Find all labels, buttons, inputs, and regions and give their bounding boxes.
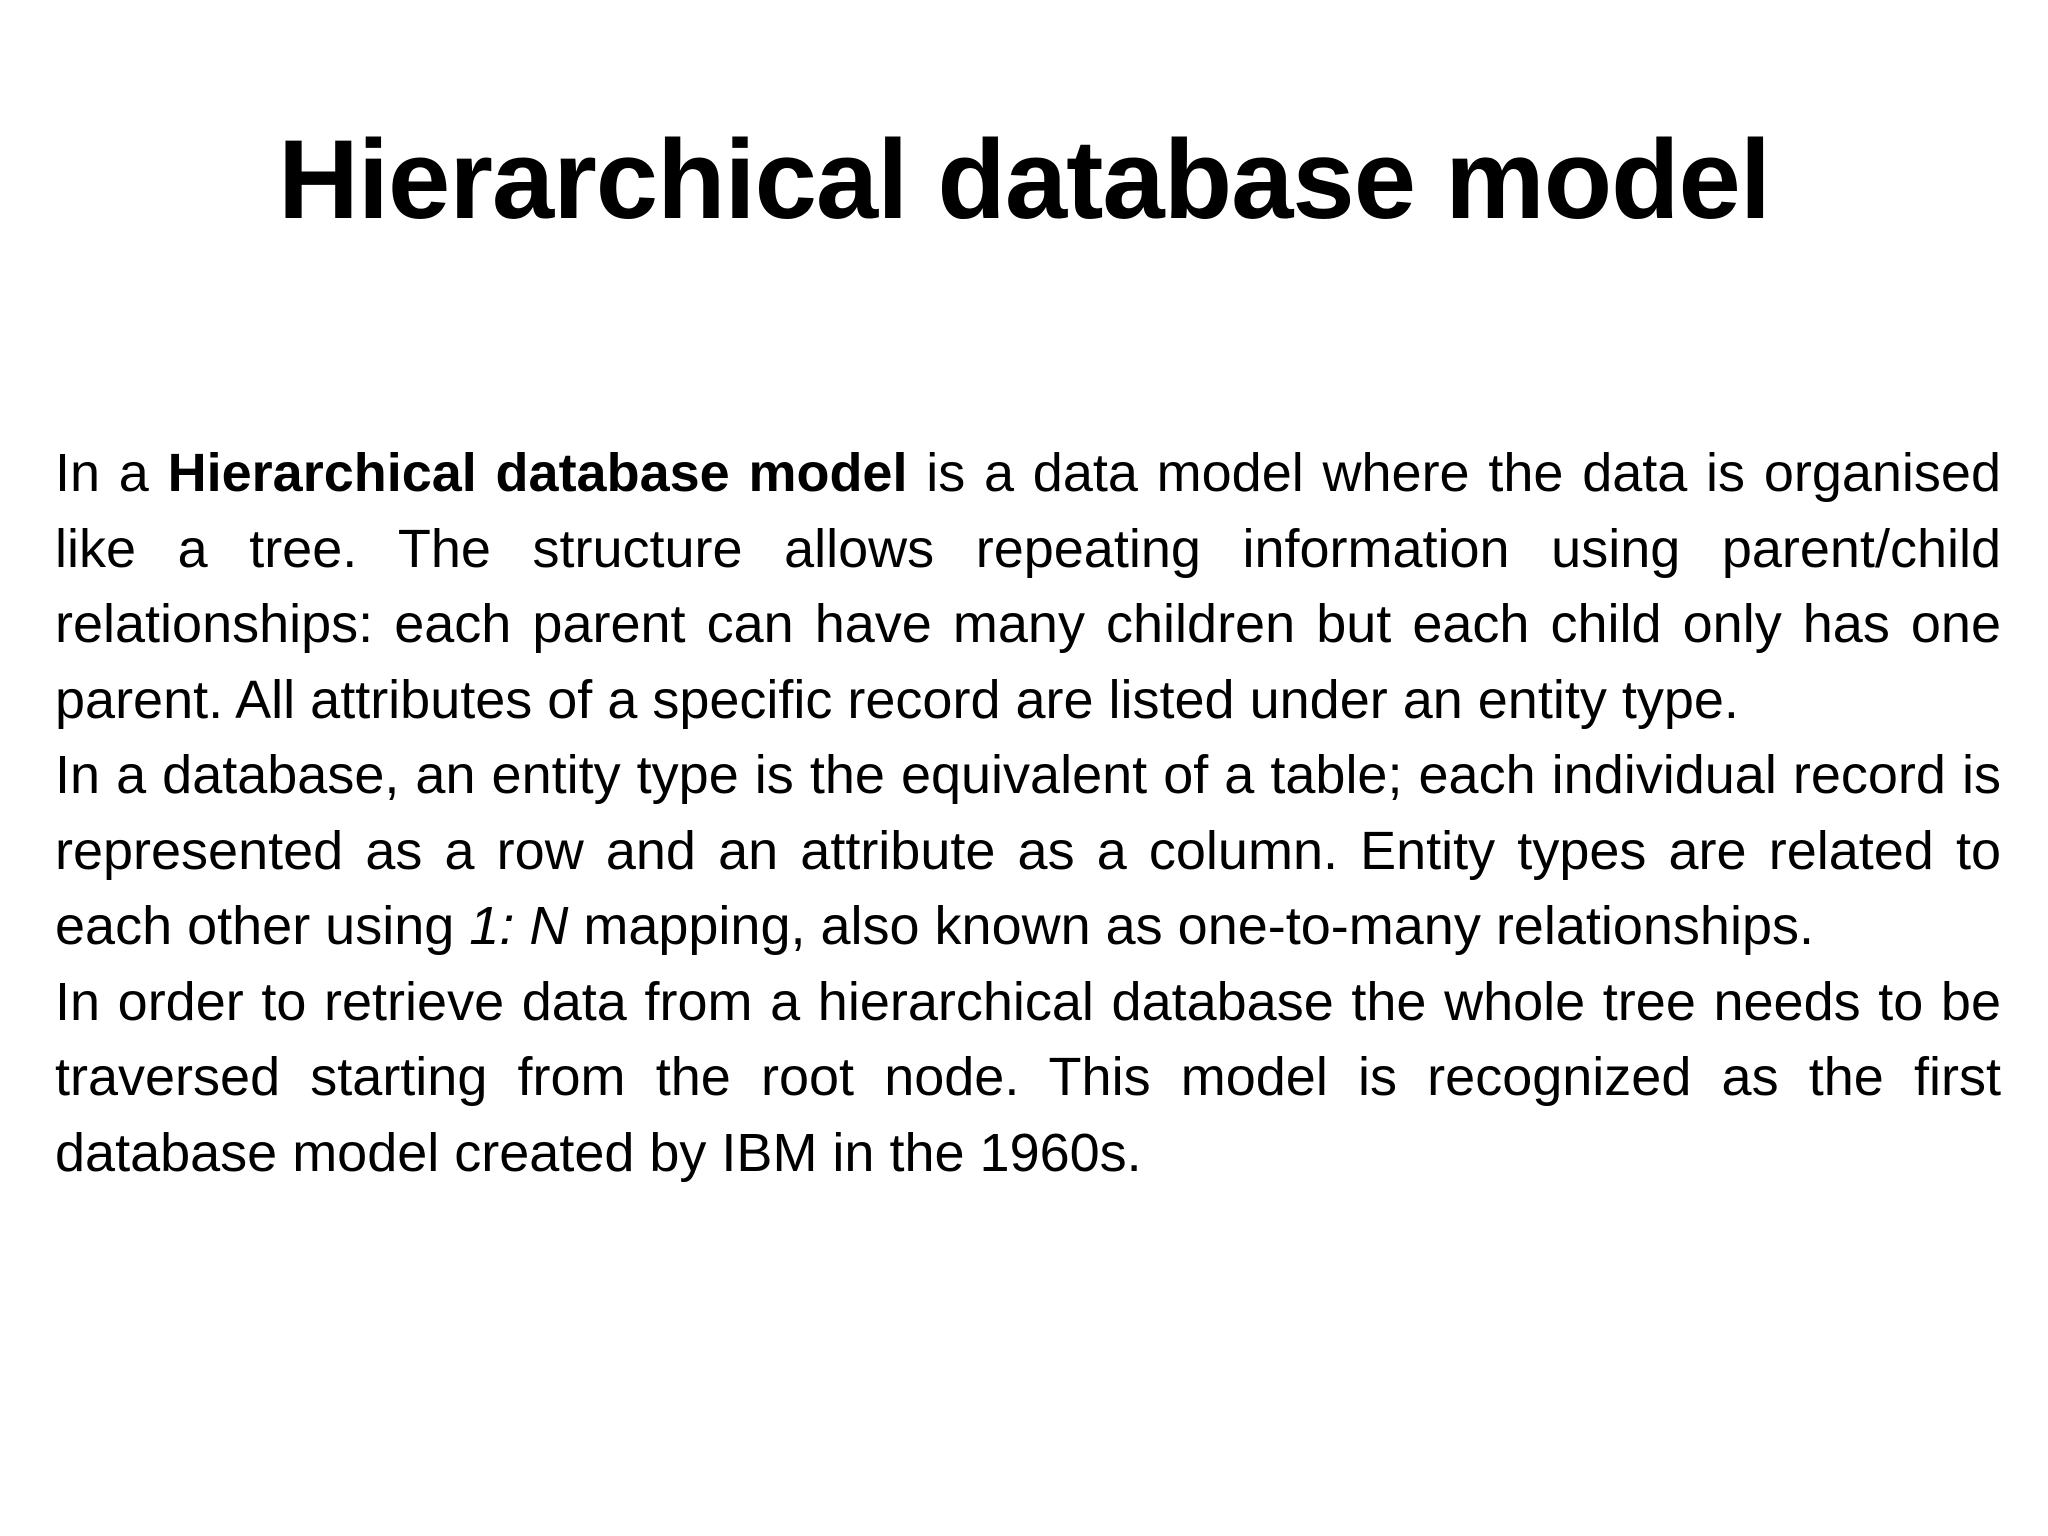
paragraph-lead: In a (55, 443, 168, 503)
paragraph-entity-types (55, 738, 2001, 965)
bold-term: Hierarchical database model (167, 443, 908, 503)
paragraph-lead: In a database, an entity type is the equivalent of a table; each individual record is represented as a row and an attribute as a column. Entity types are related to each other using (55, 745, 2001, 956)
paragraph-text: mapping, also known as one-to-many relationships. (568, 896, 1814, 956)
paragraph-retrieval: In order to retrieve data from a hierarchical database the whole tree needs to be traversed starting from the root node. This model is recognized as the first database model created by IBM in the 1960s. (55, 971, 2001, 1183)
slide-title: Hierarchical database model (278, 117, 1770, 242)
slide-body (55, 436, 2001, 1191)
italic-term: 1: N (469, 896, 569, 956)
paragraph-definition (55, 436, 2001, 738)
paragraph-text: is a data model where the data is organised like a tree. The structure allows repeating information using parent/child relationships: each parent can have many children but each child only has one parent. All attributes of a specific record are listed under an entity type. (55, 443, 2001, 730)
